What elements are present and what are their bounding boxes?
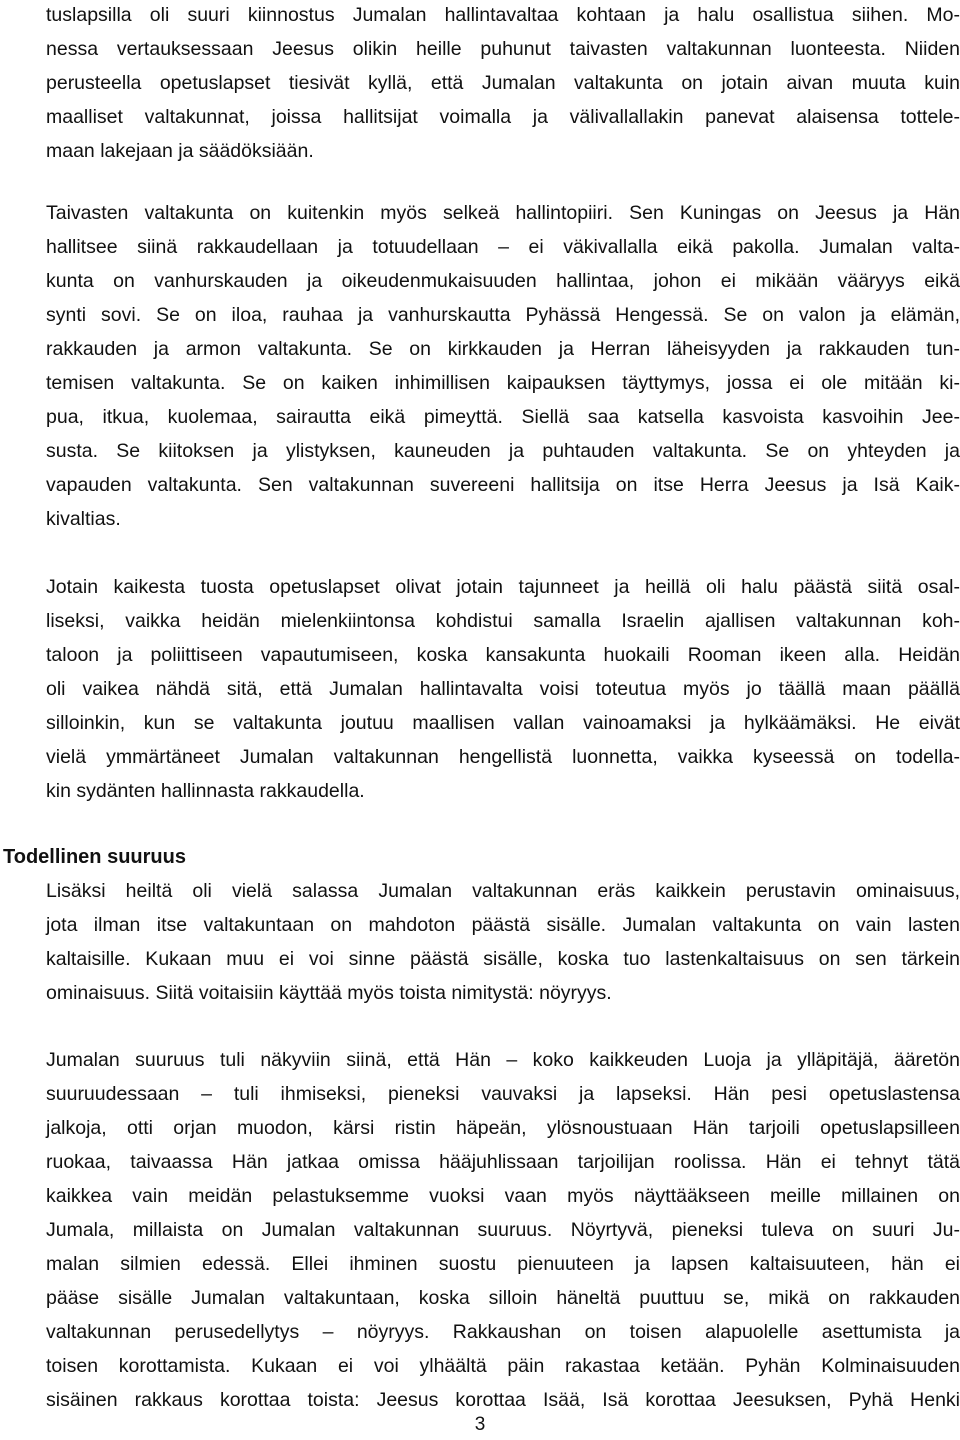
text-line: perusteella opetuslapset tiesivät kyllä, että Jumalan valtakunta on jotain aivan muuta kuin bbox=[46, 72, 960, 94]
text-line: ruokaa, taivaassa Hän jatkaa omissa hääjuhlissaan tarjoilijan roolissa. Hän ei tehnyt tätä bbox=[46, 1151, 960, 1173]
text-line: Lisäksi heiltä oli vielä salassa Jumalan valtakunnan eräs kaikkein perustavin ominaisuus, bbox=[46, 880, 960, 902]
paragraph-1 bbox=[46, 0, 960, 168]
text-line: vielä ymmärtäneet Jumalan valtakunnan hengellistä luonnetta, vaikka kyseessä on todella- bbox=[46, 746, 960, 768]
text-line: kaltaisille. Kukaan muu ei voi sinne päästä sisälle, koska tuo lastenkaltaisuus on sen tärkein bbox=[46, 948, 960, 970]
text-line: jalkoja, otti orjan muodon, kärsi ristin häpeän, ylösnoustuaan Hän tarjoili opetuslapsilleen bbox=[46, 1117, 960, 1139]
paragraph-4 bbox=[46, 874, 960, 1010]
text-line: temisen valtakunta. Se on kaiken inhimillisen kaipauksen täyttymys, jossa ei ole mitään ki- bbox=[46, 372, 960, 394]
text-line: liseksi, vaikka heidän mielenkiintonsa kohdistui samalla Israelin ajallisen valtakunnan koh- bbox=[46, 610, 960, 632]
text-line: kin sydänten hallinnasta rakkaudella. bbox=[46, 780, 365, 802]
paragraph-3 bbox=[46, 570, 960, 808]
text-line: rakkauden ja armon valtakunta. Se on kirkkauden ja Herran läheisyyden ja rakkauden tun- bbox=[46, 338, 960, 360]
text-line: pääse sisälle Jumalan valtakuntaan, koska silloin häneltä puuttuu se, mikä on rakkauden bbox=[46, 1287, 960, 1309]
text-line: kivaltias. bbox=[46, 508, 121, 530]
text-line: Jumalan suuruus tuli näkyviin siinä, että Hän – koko kaikkeuden Luoja ja ylläpitäjä, ääretön bbox=[46, 1049, 960, 1071]
text-line: oli vaikea nähdä sitä, että Jumalan hallintavalta voisi toteutua myös jo täällä maan päällä bbox=[46, 678, 960, 700]
text-line: Taivasten valtakunta on kuitenkin myös selkeä hallintopiiri. Sen Kuningas on Jeesus ja Hän bbox=[46, 202, 960, 224]
text-line: suuruudessaan – tuli ihmiseksi, pieneksi vauvaksi ja lapseksi. Hän pesi opetuslastensa bbox=[46, 1083, 960, 1105]
text-line: kunta on vanhurskauden ja oikeudenmukaisuuden hallintaa, johon ei mikään vääryys eikä bbox=[46, 270, 960, 292]
paragraph-5 bbox=[46, 1043, 960, 1417]
text-line: pua, itkua, kuolemaa, sairautta eikä pimeyttä. Siellä saa katsella kasvoista kasvoihin Jee- bbox=[46, 406, 960, 428]
text-line: synti sovi. Se on iloa, rauhaa ja vanhurskautta Pyhässä Hengessä. Se on valon ja elämän, bbox=[46, 304, 960, 326]
text-line: kaikkea vain meidän pelastuksemme vuoksi vaan myös näyttääkseen meille millainen on bbox=[46, 1185, 960, 1207]
text-line: malan silmien edessä. Ellei ihminen suostu pienuuteen ja lapsen kaltaisuuteen, hän ei bbox=[46, 1253, 960, 1275]
text-line: vapauden valtakunta. Sen valtakunnan suvereeni hallitsija on itse Herra Jeesus ja Isä Kaik- bbox=[46, 474, 960, 496]
text-line: nessa vertauksessaan Jeesus olikin heille puhunut taivasten valtakunnan luonteesta. Niiden bbox=[46, 38, 960, 60]
text-line: sisäinen rakkaus korottaa toista: Jeesus korottaa Isää, Isä korottaa Jeesuksen, Pyhä Henki bbox=[46, 1389, 960, 1411]
text-line: tuslapsilla oli suuri kiinnostus Jumalan hallintavaltaa kohtaan ja halu osallistua siihen. Mo- bbox=[46, 4, 960, 26]
section-heading: Todellinen suuruus bbox=[3, 846, 186, 868]
text-line: jota ilman itse valtakuntaan on mahdoton päästä sisälle. Jumalan valtakunta on vain lasten bbox=[46, 914, 960, 936]
text-line: silloinkin, kun se valtakunta joutuu maallisen vallan vainoamaksi ja hylkäämäksi. He eivät bbox=[46, 712, 960, 734]
text-line: ominaisuus. Siitä voitaisiin käyttää myös toista nimitystä: nöyryys. bbox=[46, 982, 612, 1004]
text-line: Jotain kaikesta tuosta opetuslapset olivat jotain tajunneet ja heillä oli halu päästä siitä osal- bbox=[46, 576, 960, 598]
text-line: maan lakejaan ja säädöksiään. bbox=[46, 140, 314, 162]
paragraph-2 bbox=[46, 196, 960, 536]
text-line: Jumala, millaista on Jumalan valtakunnan suuruus. Nöyrtyvä, pieneksi tuleva on suuri Ju- bbox=[46, 1219, 960, 1241]
page-number: 3 bbox=[474, 1414, 486, 1435]
text-line: taloon ja poliittiseen vapautumiseen, koska kansakunta huokaili Rooman ikeen alla. Heidän bbox=[46, 644, 960, 666]
text-line: susta. Se kiitoksen ja ylistyksen, kauneuden ja puhtauden valtakunta. Se on yhteyden ja bbox=[46, 440, 960, 462]
text-line: toisen korottamista. Kukaan ei voi ylhäältä päin rakastaa ketään. Pyhän Kolminaisuuden bbox=[46, 1355, 960, 1377]
text-line: valtakunnan perusedellytys – nöyryys. Rakkaushan on toisen alapuolelle asettumista ja bbox=[46, 1321, 960, 1343]
text-line: hallitsee siinä rakkaudellaan ja totuudellaan – ei väkivallalla eikä pakolla. Jumalan valta- bbox=[46, 236, 960, 258]
text-line: maalliset valtakunnat, joissa hallitsijat voimalla ja välivallallakin panevat alaisensa tottele- bbox=[46, 106, 960, 128]
